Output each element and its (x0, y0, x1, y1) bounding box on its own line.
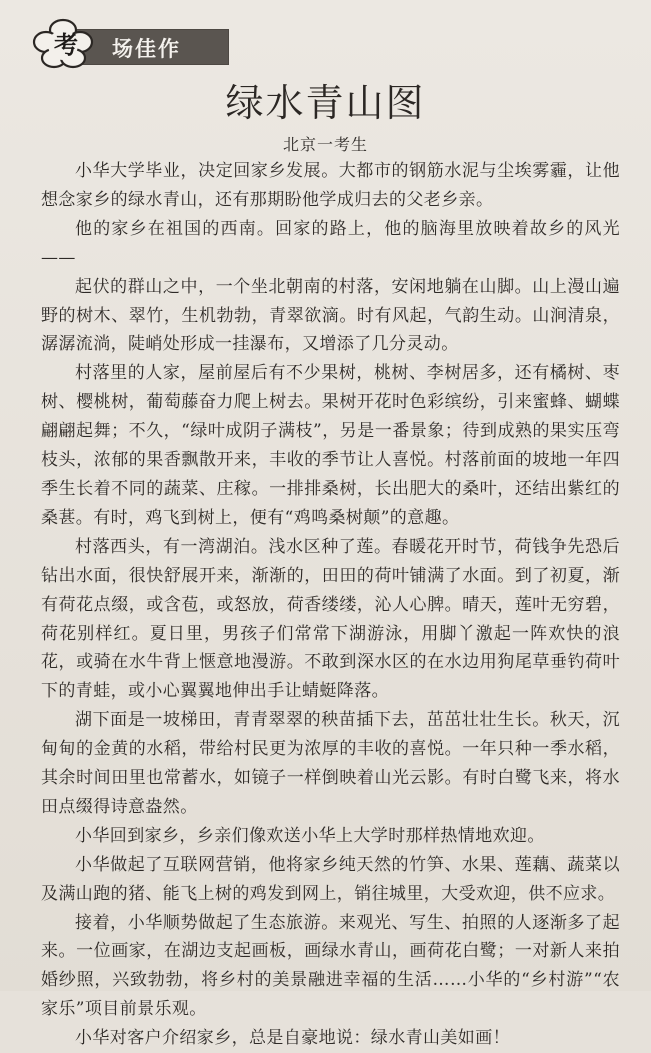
paragraph: 小华大学毕业，决定回家乡发展。大都市的钢筋水泥与尘埃雾霾，让他想念家乡的绿水青山，还有那期盼他学成归去的父老乡亲。 (41, 161, 620, 210)
paragraph: 村落里的人家，屋前屋后有不少果树，桃树、李树居多，还有橘树、枣树、樱桃树，葡萄藤奋力爬上树去。果树开花时色彩缤纷，引来蜜蜂、蝴蝶翩翩起舞；不久，“绿叶成阴子满枝”，另是一番景象；待到成熟的果实压弯枝头，浓郁的果香飘散开来，丰收的季节让人喜悦。村落前面的坡地一年四季生长着不同的蔬菜、庄稼。一排排桑树，长出肥大的桑叶，还结出紫红的桑葚。有时，鸡飞到树上，便有“鸡鸣桑树颠”的意趣。 (41, 363, 620, 528)
paragraph: 接着，小华顺势做起了生态旅游。来观光、写生、拍照的人逐渐多了起来。一位画家，在湖边支起画板，画绿水青山，画荷花白鹭；一对新人来拍婚纱照，兴致勃勃，将乡村的美景融进幸福的生活……小华的“乡村游”“农家乐”项目前景乐观。 (41, 912, 620, 1020)
paragraph: 村落西头，有一湾湖泊。浅水区种了莲。春暖花开时节，荷钱争先恐后钻出水面，很快舒展开来，渐渐的，田田的荷叶铺满了水面。到了初夏，渐有荷花点缀，或含苞，或怒放，荷香缕缕，沁人心脾。晴天，莲叶无穷碧，荷花别样红。夏日里，男孩子们常常下湖游泳，用脚丫激起一阵欢快的浪花，或骑在水牛背上惬意地漫游。不敢到深水区的在水边用狗尾草垂钓荷叶下的青蛙，或小心翼翼地伸出手让蜻蜓降落。 (41, 536, 620, 702)
article-author: 北京一考生 (282, 135, 368, 154)
banner-label: 场佳作 (112, 37, 181, 61)
paragraph: 他的家乡在祖国的西南。回家的路上，他的脑海里放映着故乡的风光—— (41, 218, 620, 268)
paragraph: 小华回到家乡，乡亲们像欢送小华上大学时那样热情地欢迎。 (75, 825, 545, 846)
paragraph: 湖下面是一坡梯田，青青翠翠的秧苗插下去，茁茁壮壮生长。秋天，沉甸甸的金黄的水稻，带给村民更为浓厚的丰收的喜悦。一年只种一季水稻，其余时间田里也常蓄水，如镜子一样倒映着山光云影。有时白鹭飞来，将水田点缀得诗意盎然。 (41, 710, 620, 817)
paragraph: 起伏的群山之中，一个坐北朝南的村落，安闲地躺在山脚。山上漫山遍野的树木、翠竹，生机勃勃，青翠欲滴。时有风起，气韵生动。山涧清泉，潺潺流淌，陡峭处形成一挂瀑布，又增添了几分灵动。 (41, 276, 620, 355)
banner-badge-text: 考 (54, 30, 78, 59)
article-title: 绿水青山图 (225, 81, 426, 125)
paragraph: 小华对客户介绍家乡，总是自豪地说：绿水青山美如画！ (75, 1028, 510, 1049)
article-body (41, 157, 620, 1053)
section-banner (32, 18, 228, 70)
paragraph: 小华做起了互联网营销，他将家乡纯天然的竹笋、水果、莲藕、蔬菜以及满山跑的猪、能飞上树的鸡发到网上，销往城里，大受欢迎，供不应求。 (41, 854, 620, 904)
